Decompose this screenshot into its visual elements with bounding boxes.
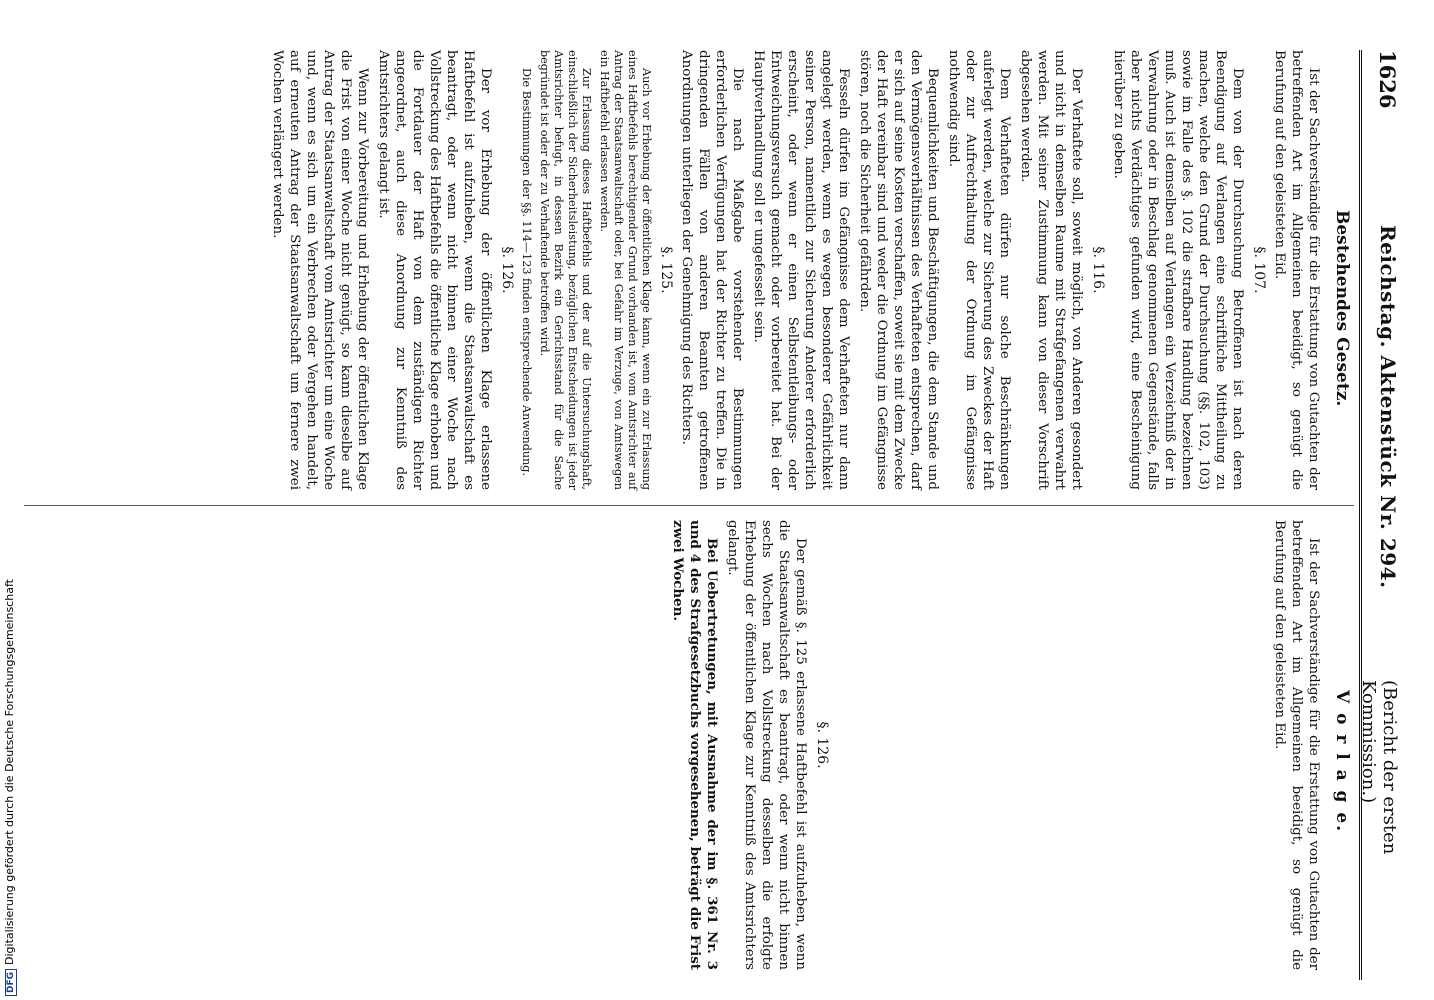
section-116-paragraph-1: Der Verhaftete soll, soweit möglich, von Anderen gesondert und nicht in demselben Raume mit Strafgefangenen verwahrt werden. Mit seiner Zustimmung kann von dieser Vorschrift abgesehen werden. [1018, 50, 1084, 490]
page-subtitle: (Bericht der ersten Kommission.) [1358, 680, 1400, 855]
credit-text: Digitalisierung gefördert durch die Deutsche Forschungsgemeinschaft [3, 579, 16, 965]
section-125-title: §. 125. [658, 246, 674, 294]
section-125-paragraph-3: Die Bestimmungen der §§. 114—123 finden entsprechende Anwendung. [520, 68, 533, 477]
section-125-paragraph-1: Auch vor Erhebung der öffentlichen Klage kann, wenn ein zur Erlassung eines Haftbefehls berechtigender Grund vorhanden ist, vom Amtsrichter auf Antrag der Staatsanwaltschaft oder, bei Gefahr im Verzuge, von Amtswegen ein Haftbefehl erlassen werden. [598, 50, 653, 490]
section-107-paragraph: Dem von der Durchsuchung Betroffenen ist nach deren Beendigung auf Verlangen eine schriftliche Mittheilung zu machen, welche den Grund der Durchsuchung (§§. 102, 103) sowie im Falle des §. 102 die strafbare Handlung bezeichnen muß. Auch ist demselben auf Verlangen ein Verzeichniß der in Verwahrung oder in Beschlag genommenen Gegenstände, falls aber nichts Verdächtiges gefunden wird, eine Bescheinigung hierüber zu geben. [1111, 50, 1245, 490]
column-divider [24, 505, 1354, 506]
section-126-right-paragraph-1: Der gemäß §. 125 erlassene Haftbefehl ist aufzuheben, wenn die Staatsanwaltschaft es beantragt, oder wenn nicht binnen sechs Wochen nach Vollstreckung desselben die erfolgte Erhebung der öffentlichen Klage zur Kenntniß des Amtsrichters gelangt. [725, 520, 808, 970]
page-title: Reichstag. Aktenstück Nr. 294. [1376, 225, 1400, 589]
section-116-title: §. 116. [1090, 246, 1106, 294]
section-116-paragraph-3: Bequemlichkeiten und Beschäftigungen, die dem Stande und den Vermögensverhältnissen des Verhafteten entsprechen, darf er sich auf seine Kosten verschaffen, soweit sie mit dem Zwecke der Haft vereinbar sind und weder die Ordnung im Gefängnisse stören, noch die Sicherheit gefährden. [857, 50, 940, 490]
page-number: 1626 [1375, 50, 1400, 109]
right-intro-paragraph: Ist der Sachverständige für die Erstattung von Gutachten der betreffenden Art im Allgemeinen beeidigt, so genügt die Berufung auf den geleisteten Eid. [1272, 520, 1321, 970]
section-126-title-left: §. 126. [499, 246, 515, 294]
section-126-right-paragraph-2: Bei Uebertretungen, mit Ausnahme der im §. 361 Nr. 3 und 4 des Strafgesetzbuchs vorgesehenen, beträgt die Frist zwei Wochen. [670, 520, 720, 970]
section-125-block [519, 50, 653, 490]
left-column [265, 50, 1322, 490]
left-column-heading: Bestehendes Gesetz. [1332, 210, 1352, 407]
section-126-title-right: §. 126. [814, 721, 830, 769]
section-116-paragraph-5: Die nach Maßgabe vorstehender Bestimmungen erforderlichen Verfügungen hat der Richter zu treffen. Die in dringenden Fällen von anderen Beamten getroffenen Anordnungen unterliegen der Genehmigung des Richters. [679, 50, 745, 490]
section-126-left-paragraph-1: Der vor Erhebung der öffentlichen Klage erlassene Haftbefehl ist aufzuheben, wenn die Staatsanwaltschaft es beantragt, oder wenn nicht binnen einer Woche nach Vollstreckung des Haftbefehls die öffentliche Klage erhoben und die Fortdauer der Haft von dem zuständigen Richter angeordnet, auch diese Anordnung zur Kenntniß des Amtsrichters gelangt ist. [376, 50, 493, 490]
right-column-heading: V o r l a g e. [1332, 690, 1352, 834]
section-125-paragraph-2: Zur Erlassung dieses Haftbefehls und der auf die Untersuchungshaft, einschließlich der Sicherheitsleistung, bezüglichen Entscheidungen ist jeder Amtsrichter befugt, in dessen Bezirk ein Gerichtsstand für die Sache begründet ist oder der zu Verhaftende betroffen wird. [538, 50, 593, 490]
section-116-paragraph-2: Dem Verhafteten dürfen nur solche Beschränkungen auferlegt werden, welche zur Sicherung des Zweckes der Haft oder zur Aufrechthaltung der Ordnung im Gefängnisse nothwendig sind. [946, 50, 1012, 490]
section-116-paragraph-4: Fesseln dürfen im Gefängnisse dem Verhafteten nur dann angelegt werden, wenn es wegen besonderer Gefährlichkeit seiner Person, namentlich zur Sicherung Anderer erforderlich erscheint, oder wenn er einen Selbstentleibungs- oder Entweichungsversuch gemacht oder vorbereitet hat. Bei der Hauptverhandlung soll er ungefesselt sein. [751, 50, 851, 490]
page-header [1359, 50, 1422, 980]
right-column-section-126 [665, 520, 834, 970]
section-107-title: §. 107. [1251, 246, 1267, 294]
left-intro-paragraph: Ist der Sachverständige für die Erstattung von Gutachten der betreffenden Art im Allgemeinen beeidigt, so genügt die Berufung auf den geleisteten Eid. [1272, 50, 1321, 490]
section-126-left-paragraph-2: Wenn zur Vorbereitung und Erhebung der öffentlichen Klage die Frist von einer Woche nicht genügt, so kann dieselbe auf Antrag der Staatsanwaltschaft vom Amtsrichter um eine Woche und, wenn es sich um ein Verbrechen oder Vergehen handelt, auf erneuten Antrag der Staatsanwaltschaft um fernere zwei Wochen verlängert werden. [270, 50, 370, 490]
right-column [1267, 520, 1322, 970]
dfg-logo: DFG [5, 969, 17, 996]
